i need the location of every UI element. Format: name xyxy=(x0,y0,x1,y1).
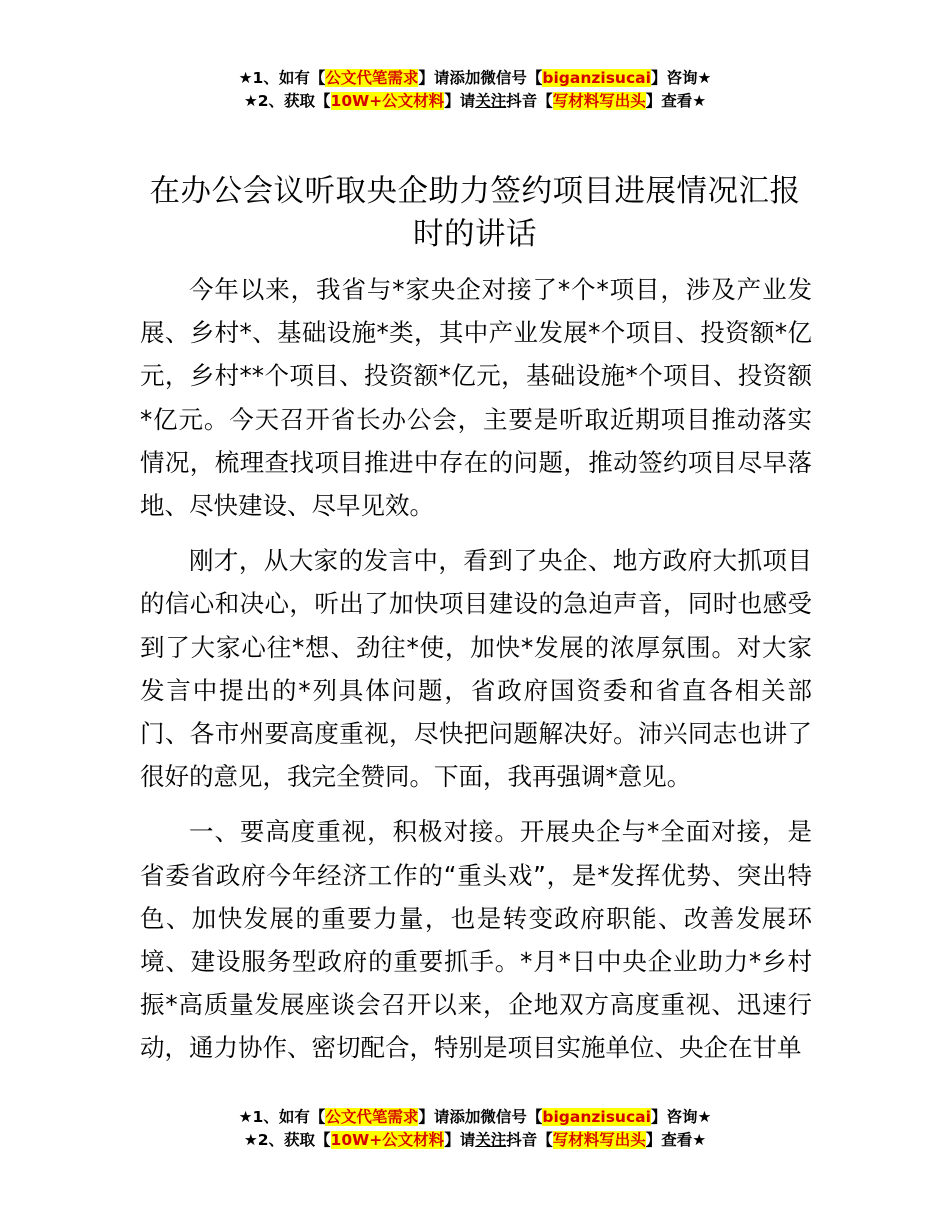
banner-highlight: 公文代笔需求 xyxy=(325,1108,419,1126)
banner-text: 】咨询★ xyxy=(650,1108,712,1126)
banner-highlight: 写材料写出头 xyxy=(552,1131,646,1149)
banner-line-1 xyxy=(0,67,950,90)
banner-highlight: 公文代笔需求 xyxy=(325,69,419,87)
banner-text: 抖音【 xyxy=(506,1131,553,1149)
document-title: 在办公会议听取央企助力签约项目进展情况汇报时的讲话 xyxy=(149,174,801,252)
footer-banner xyxy=(0,1106,950,1152)
banner-text: 】查看★ xyxy=(645,92,707,110)
banner-text: 】请 xyxy=(444,92,476,110)
banner-text: 】请添加微信号【 xyxy=(418,1108,543,1126)
banner-text: ★2、获取【 xyxy=(243,1131,331,1149)
banner-text: ★1、如有【 xyxy=(238,1108,326,1126)
paragraph: 一、要高度重视，积极对接。开展央企与*全面对接，是省委省政府今年经济工作的“重头戏”，是*发挥优势、突出特色、加快发展的重要力量，也是转变政府职能、改善发展环境、建设服务型政府的重要抓手。*月*日中央企业助力*乡村振*高质量发展座谈会召开以来，企地双方高度重视、迅速行动，通力协作、密切配合，特别是项目实施单位、央企在甘单 xyxy=(140,817,812,1063)
paragraph: 今年以来，我省与*家央企对接了*个*项目，涉及产业发展、乡村*、基础设施*类，其中产业发展*个项目、投资额*亿元，乡村**个项目、投资额*亿元，基础设施*个项目、投资额*亿元。今天召开省长办公会，主要是听取近期项目推动落实情况，梳理查找项目推进中存在的问题，推动签约项目尽早落地、尽快建设、尽早见效。 xyxy=(140,275,812,521)
banner-line-2 xyxy=(0,90,950,113)
banner-text: ★1、如有【 xyxy=(238,69,326,87)
document-body xyxy=(140,268,812,1082)
banner-highlight: 10W+公文材料 xyxy=(330,92,445,110)
banner-text: 】查看★ xyxy=(645,1131,707,1149)
paragraph: 刚才，从大家的发言中，看到了央企、地方政府大抓项目的信心和决心，听出了加快项目建设的急迫声音，同时也感受到了大家心往*想、劲往*使，加快*发展的浓厚氛围。对大家发言中提出的*列具体问题，省政府国资委和省直各相关部门、各市州要高度重视，尽快把问题解决好。沛兴同志也讲了很好的意见，我完全赞同。下面，我再强调*意见。 xyxy=(140,546,812,792)
banner-text: 】请 xyxy=(444,1131,476,1149)
banner-highlight: 写材料写出头 xyxy=(552,92,646,110)
banner-highlight: biganzisucai xyxy=(542,69,651,87)
banner-highlight: 10W+公文材料 xyxy=(330,1131,445,1149)
header-banner xyxy=(0,67,950,113)
banner-line-1 xyxy=(0,1106,950,1129)
banner-underlined: 关注 xyxy=(475,1131,507,1149)
banner-line-2 xyxy=(0,1129,950,1152)
banner-text: 】咨询★ xyxy=(650,69,712,87)
banner-underlined: 关注 xyxy=(475,92,507,110)
banner-text: 抖音【 xyxy=(506,92,553,110)
banner-highlight: biganzisucai xyxy=(542,1108,651,1126)
banner-text: ★2、获取【 xyxy=(243,92,331,110)
banner-text: 】请添加微信号【 xyxy=(418,69,543,87)
